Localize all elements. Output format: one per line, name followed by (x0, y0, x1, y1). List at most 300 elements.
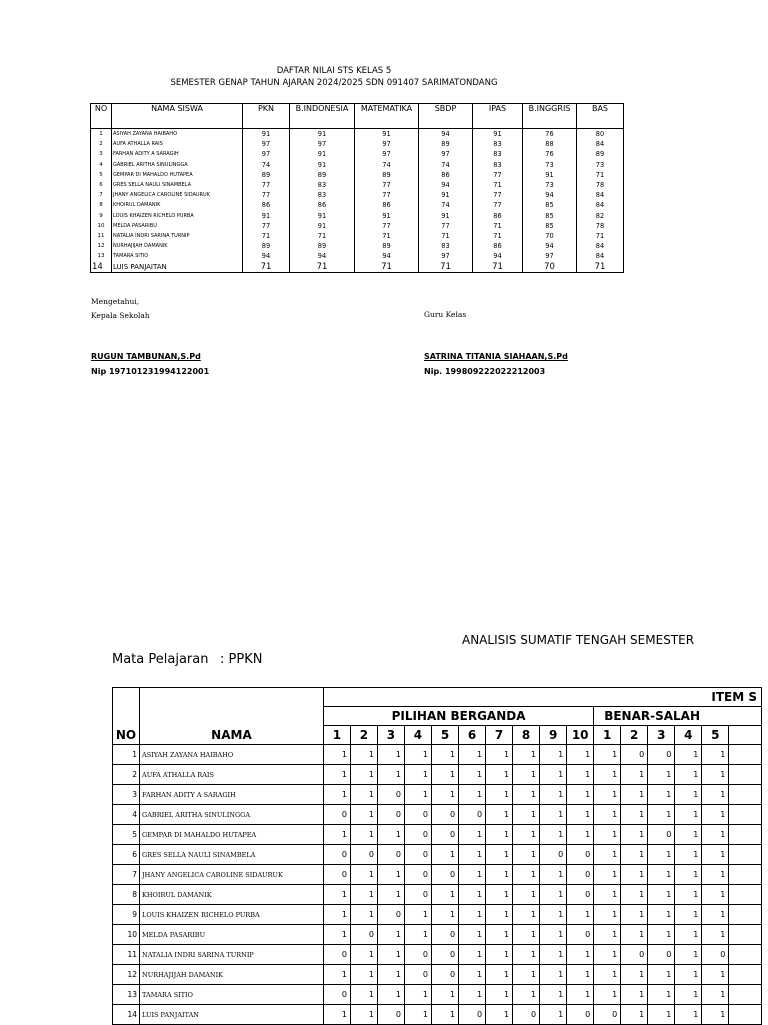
score-cell: 84 (577, 200, 624, 210)
score-cell: 86 (473, 241, 523, 251)
answer-score-cell: 0 (323, 945, 350, 965)
score-row (91, 211, 624, 221)
score-col-header: B.INDONESIA (290, 104, 355, 129)
answer-score-cell: 0 (323, 985, 350, 1005)
answer-score-cell: 1 (594, 865, 621, 885)
answer-score-cell: 0 (567, 885, 594, 905)
answer-score-cell: 1 (377, 825, 404, 845)
analysis-row (113, 1005, 762, 1025)
score-cell: 91 (290, 149, 355, 159)
answer-score-cell: 1 (702, 765, 729, 785)
answer-score-cell: 1 (594, 905, 621, 925)
analysis-row-number: 6 (113, 845, 140, 865)
analysis-row (113, 805, 762, 825)
analysis-row-number: 14 (113, 1005, 140, 1025)
answer-score-cell: 0 (323, 865, 350, 885)
answer-score-cell: 1 (377, 965, 404, 985)
analysis-row (113, 945, 762, 965)
answer-score-cell: 1 (459, 745, 486, 765)
answer-score-cell: 1 (432, 905, 459, 925)
row-number: 11 (91, 231, 112, 241)
answer-score-cell: 0 (377, 785, 404, 805)
analysis-row-number: 3 (113, 785, 140, 805)
benar-salah-header: BENAR-SALAH (594, 707, 762, 726)
answer-score-cell: 1 (459, 905, 486, 925)
answer-score-cell: 0 (432, 965, 459, 985)
score-cell: 83 (290, 190, 355, 200)
answer-score-cell: 0 (432, 825, 459, 845)
pg-item-number: 3 (377, 726, 404, 745)
answer-score-cell: 0 (323, 845, 350, 865)
score-cell: 74 (419, 160, 473, 170)
score-row (91, 129, 624, 140)
score-cell: 94 (523, 190, 577, 200)
answer-score-cell: 1 (702, 1005, 729, 1025)
guru-kelas-label: Guru Kelas (424, 310, 467, 319)
answer-score-cell: 1 (648, 765, 675, 785)
bs-item-number: 1 (594, 726, 621, 745)
answer-score-cell: 0 (459, 805, 486, 825)
pilihan-berganda-header: PILIHAN BERGANDA (323, 707, 593, 726)
answer-score-cell: 1 (594, 785, 621, 805)
answer-score-cell: 1 (621, 865, 648, 885)
score-cell: 84 (577, 241, 624, 251)
analysis-student-name: NATALIA INDRI SARINA TURNIP (140, 945, 324, 965)
answer-score-cell: 1 (675, 765, 702, 785)
answer-score-cell: 1 (675, 945, 702, 965)
answer-score-cell: 1 (621, 825, 648, 845)
answer-score-cell: 1 (323, 825, 350, 845)
answer-score-cell: 1 (567, 965, 594, 985)
analysis-row-number: 12 (113, 965, 140, 985)
score-cell: 89 (419, 139, 473, 149)
analysis-student-name: MELDA PASARIBU (140, 925, 324, 945)
answer-score-cell: 0 (432, 805, 459, 825)
score-cell: 71 (243, 261, 290, 273)
answer-score-cell: 1 (594, 945, 621, 965)
answer-score-cell: 1 (540, 785, 567, 805)
answer-score-cell: 1 (350, 905, 377, 925)
analysis-row-number: 1 (113, 745, 140, 765)
student-name: MELDA PASARIBU (112, 221, 243, 231)
score-cell: 71 (243, 231, 290, 241)
analysis-student-name: TAMARA SITIO (140, 985, 324, 1005)
score-col-header: NAMA SISWA (112, 104, 243, 129)
score-cell: 71 (473, 180, 523, 190)
answer-score-cell: 1 (486, 745, 513, 765)
answer-score-cell: 1 (540, 825, 567, 845)
score-cell: 71 (355, 231, 419, 241)
row-number: 9 (91, 211, 112, 221)
answer-score-cell: 1 (350, 885, 377, 905)
answer-score-cell: 1 (540, 925, 567, 945)
score-cell: 97 (355, 139, 419, 149)
answer-score-cell: 1 (594, 825, 621, 845)
analysis-row (113, 785, 762, 805)
answer-score-cell: 1 (377, 885, 404, 905)
answer-score-cell: 0 (621, 945, 648, 965)
answer-score-cell: 1 (377, 985, 404, 1005)
cut-off-cell (729, 785, 762, 805)
score-cell: 71 (355, 261, 419, 273)
answer-score-cell: 1 (350, 785, 377, 805)
answer-score-cell: 1 (350, 945, 377, 965)
answer-score-cell: 1 (567, 785, 594, 805)
guru-kelas-nip: Nip. 199809222022212003 (424, 367, 546, 376)
analysis-row-number: 4 (113, 805, 140, 825)
answer-score-cell: 0 (702, 945, 729, 965)
answer-score-cell: 1 (459, 785, 486, 805)
score-cell: 83 (473, 149, 523, 159)
score-cell: 83 (473, 160, 523, 170)
row-number: 4 (91, 160, 112, 170)
pg-item-number: 8 (513, 726, 540, 745)
analysis-table (112, 687, 762, 1025)
answer-score-cell: 1 (567, 745, 594, 765)
score-cell: 91 (355, 211, 419, 221)
score-cell: 86 (290, 200, 355, 210)
score-row (91, 160, 624, 170)
answer-score-cell: 1 (323, 745, 350, 765)
score-cell: 89 (577, 149, 624, 159)
answer-score-cell: 1 (648, 865, 675, 885)
answer-score-cell: 1 (648, 985, 675, 1005)
answer-score-cell: 1 (675, 785, 702, 805)
answer-score-cell: 1 (621, 1005, 648, 1025)
answer-score-cell: 1 (486, 985, 513, 1005)
answer-score-cell: 1 (459, 765, 486, 785)
answer-score-cell: 1 (459, 885, 486, 905)
score-col-header: MATEMATIKA (355, 104, 419, 129)
student-name: GABRIEL ARITHA SINULINGGA (112, 160, 243, 170)
score-cell: 83 (290, 180, 355, 190)
score-col-header: SBDP (419, 104, 473, 129)
answer-score-cell: 1 (432, 745, 459, 765)
answer-score-cell: 1 (486, 925, 513, 945)
kepala-sekolah-label: Kepala Sekolah (91, 311, 150, 320)
answer-score-cell: 1 (404, 985, 431, 1005)
bs-item-number: 4 (675, 726, 702, 745)
analysis-row (113, 885, 762, 905)
answer-score-cell: 1 (513, 785, 540, 805)
score-cell: 97 (355, 149, 419, 159)
score-cell: 85 (523, 221, 577, 231)
score-cell: 77 (355, 190, 419, 200)
answer-score-cell: 1 (594, 925, 621, 945)
row-number: 7 (91, 190, 112, 200)
analysis-row (113, 925, 762, 945)
answer-score-cell: 1 (594, 845, 621, 865)
cut-off-column (729, 726, 762, 745)
student-name: AUFA ATHALLA RAIS (112, 139, 243, 149)
pg-item-number: 4 (404, 726, 431, 745)
score-cell: 89 (290, 241, 355, 251)
analysis-row (113, 825, 762, 845)
score-cell: 97 (419, 149, 473, 159)
score-cell: 91 (355, 129, 419, 140)
score-cell: 94 (290, 251, 355, 261)
answer-score-cell: 1 (540, 805, 567, 825)
subject-value: : PPKN (220, 652, 263, 667)
score-cell: 94 (243, 251, 290, 261)
score-cell: 89 (290, 170, 355, 180)
item-number-row (113, 726, 762, 745)
score-cell: 97 (523, 251, 577, 261)
score-cell: 89 (355, 170, 419, 180)
analysis-student-name: GEMPAR DI MAHALDO HUTAPEA (140, 825, 324, 845)
answer-score-cell: 0 (404, 865, 431, 885)
answer-score-cell: 1 (513, 825, 540, 845)
score-row (91, 231, 624, 241)
analysis-student-name: FARHAN ADITY A SARAGIH (140, 785, 324, 805)
answer-score-cell: 1 (621, 965, 648, 985)
answer-score-cell: 0 (648, 945, 675, 965)
answer-score-cell: 1 (567, 945, 594, 965)
answer-score-cell: 1 (621, 905, 648, 925)
answer-score-cell: 1 (621, 805, 648, 825)
score-cell: 86 (355, 200, 419, 210)
row-number: 2 (91, 139, 112, 149)
answer-score-cell: 1 (432, 765, 459, 785)
answer-score-cell: 1 (459, 985, 486, 1005)
pg-item-number: 7 (486, 726, 513, 745)
answer-score-cell: 1 (540, 965, 567, 985)
answer-score-cell: 1 (540, 885, 567, 905)
answer-score-cell: 1 (702, 905, 729, 925)
answer-score-cell: 1 (621, 985, 648, 1005)
score-cell: 94 (419, 180, 473, 190)
analysis-row (113, 865, 762, 885)
score-cell: 74 (419, 200, 473, 210)
student-name: NATALIA INDRI SARINA TURNIP (112, 231, 243, 241)
answer-score-cell: 1 (540, 905, 567, 925)
row-number: 13 (91, 251, 112, 261)
score-cell: 84 (577, 251, 624, 261)
score-cell: 77 (355, 180, 419, 190)
answer-score-cell: 1 (323, 905, 350, 925)
answer-score-cell: 1 (702, 805, 729, 825)
pg-item-number: 5 (432, 726, 459, 745)
answer-score-cell: 1 (648, 785, 675, 805)
score-cell: 91 (473, 129, 523, 140)
answer-score-cell: 1 (513, 845, 540, 865)
answer-score-cell: 0 (567, 845, 594, 865)
score-cell: 71 (290, 261, 355, 273)
answer-score-cell: 1 (594, 985, 621, 1005)
score-cell: 91 (290, 211, 355, 221)
score-cell: 88 (523, 139, 577, 149)
score-cell: 84 (577, 139, 624, 149)
score-row (91, 221, 624, 231)
answer-score-cell: 1 (621, 885, 648, 905)
score-cell: 73 (523, 160, 577, 170)
score-cell: 71 (473, 231, 523, 241)
score-table-header (91, 104, 624, 129)
score-table (90, 103, 624, 273)
student-name: FARHAN ADITY A SARAGIH (112, 149, 243, 159)
answer-score-cell: 0 (350, 925, 377, 945)
score-cell: 77 (355, 221, 419, 231)
score-row (91, 241, 624, 251)
answer-score-cell: 0 (567, 925, 594, 945)
analysis-row (113, 985, 762, 1005)
score-cell: 89 (243, 170, 290, 180)
score-cell: 77 (473, 200, 523, 210)
answer-score-cell: 1 (567, 805, 594, 825)
row-number: 14 (91, 261, 112, 273)
row-number: 5 (91, 170, 112, 180)
answer-score-cell: 1 (540, 745, 567, 765)
nama-header-blank (140, 688, 324, 726)
analysis-student-name: ASIYAH ZAYANA HAIBAHO (140, 745, 324, 765)
analysis-student-name: GRES SELLA NAULI SINAMBELA (140, 845, 324, 865)
answer-score-cell: 0 (404, 945, 431, 965)
answer-score-cell: 1 (540, 985, 567, 1005)
score-col-header: IPAS (473, 104, 523, 129)
score-row (91, 190, 624, 200)
answer-score-cell: 0 (404, 965, 431, 985)
pg-item-number: 2 (350, 726, 377, 745)
answer-score-cell: 0 (404, 805, 431, 825)
score-cell: 77 (473, 190, 523, 200)
answer-score-cell: 1 (459, 845, 486, 865)
answer-score-cell: 1 (432, 1005, 459, 1025)
score-cell: 71 (473, 261, 523, 273)
answer-score-cell: 1 (486, 845, 513, 865)
score-cell: 71 (577, 261, 624, 273)
answer-score-cell: 1 (459, 865, 486, 885)
student-name: LOUIS KHAIZEN RICHELO PURBA (112, 211, 243, 221)
answer-score-cell: 1 (486, 825, 513, 845)
answer-score-cell: 1 (702, 925, 729, 945)
answer-score-cell: 1 (702, 885, 729, 905)
no-header-blank (113, 688, 140, 726)
score-cell: 94 (355, 251, 419, 261)
answer-score-cell: 1 (567, 985, 594, 1005)
answer-score-cell: 1 (486, 805, 513, 825)
score-cell: 85 (523, 200, 577, 210)
answer-score-cell: 1 (486, 945, 513, 965)
cut-off-cell (729, 945, 762, 965)
bs-item-number: 2 (621, 726, 648, 745)
answer-score-cell: 1 (323, 965, 350, 985)
score-cell: 71 (290, 231, 355, 241)
answer-score-cell: 0 (377, 1005, 404, 1025)
score-cell: 97 (419, 251, 473, 261)
answer-score-cell: 1 (675, 985, 702, 1005)
cut-off-cell (729, 865, 762, 885)
score-cell: 91 (290, 160, 355, 170)
score-cell: 76 (523, 149, 577, 159)
score-cell: 77 (243, 190, 290, 200)
answer-score-cell: 1 (350, 965, 377, 985)
answer-score-cell: 0 (323, 805, 350, 825)
item-soal-header: ITEM S (323, 688, 761, 707)
bs-item-number: 5 (702, 726, 729, 745)
score-cell: 83 (473, 139, 523, 149)
answer-score-cell: 1 (350, 1005, 377, 1025)
score-col-header: NO (91, 104, 112, 129)
no-header: NO (113, 726, 140, 745)
guru-kelas-name: SATRINA TITANIA SIAHAAN,S.Pd (424, 352, 568, 361)
cut-off-cell (729, 905, 762, 925)
answer-score-cell: 1 (323, 785, 350, 805)
answer-score-cell: 1 (350, 765, 377, 785)
answer-score-cell: 1 (594, 805, 621, 825)
answer-score-cell: 1 (513, 985, 540, 1005)
cut-off-cell (729, 985, 762, 1005)
answer-score-cell: 0 (377, 905, 404, 925)
answer-score-cell: 1 (486, 965, 513, 985)
mengetahui-label: Mengetahui, (91, 297, 140, 306)
analysis-student-name: JHANY ANGELICA CAROLINE SIDAURUK (140, 865, 324, 885)
score-cell: 91 (243, 129, 290, 140)
kepala-sekolah-name: RUGUN TAMBUNAN,S.Pd (91, 352, 201, 361)
answer-score-cell: 1 (648, 805, 675, 825)
student-name: NURHAJIJAH DAMANIK (112, 241, 243, 251)
answer-score-cell: 1 (323, 925, 350, 945)
answer-score-cell: 1 (540, 765, 567, 785)
answer-score-cell: 1 (350, 745, 377, 765)
answer-score-cell: 0 (459, 1005, 486, 1025)
answer-score-cell: 1 (432, 985, 459, 1005)
cut-off-cell (729, 765, 762, 785)
analysis-row-number: 7 (113, 865, 140, 885)
analysis-row-number: 13 (113, 985, 140, 1005)
answer-score-cell: 0 (648, 745, 675, 765)
answer-score-cell: 1 (567, 825, 594, 845)
student-name: JHANY ANGELICA CAROLINE SIDAURUK (112, 190, 243, 200)
answer-score-cell: 1 (594, 765, 621, 785)
answer-score-cell: 0 (377, 805, 404, 825)
answer-score-cell: 1 (350, 865, 377, 885)
pg-item-number: 9 (540, 726, 567, 745)
answer-score-cell: 1 (675, 965, 702, 985)
answer-score-cell: 1 (459, 925, 486, 945)
answer-score-cell: 1 (350, 825, 377, 845)
answer-score-cell: 0 (567, 1005, 594, 1025)
answer-score-cell: 1 (567, 765, 594, 785)
answer-score-cell: 1 (404, 905, 431, 925)
answer-score-cell: 1 (513, 945, 540, 965)
answer-score-cell: 1 (540, 945, 567, 965)
score-row (91, 139, 624, 149)
cut-off-cell (729, 885, 762, 905)
score-cell: 71 (577, 231, 624, 241)
answer-score-cell: 1 (486, 865, 513, 885)
answer-score-cell: 1 (702, 785, 729, 805)
answer-score-cell: 1 (702, 985, 729, 1005)
analysis-student-name: GABRIEL ARITHA SINULINGGA (140, 805, 324, 825)
analysis-student-name: LOUIS KHAIZEN RICHELO PURBA (140, 905, 324, 925)
analysis-row (113, 905, 762, 925)
row-number: 10 (91, 221, 112, 231)
answer-score-cell: 1 (594, 965, 621, 985)
row-number: 6 (91, 180, 112, 190)
score-cell: 91 (523, 170, 577, 180)
pg-item-number: 1 (323, 726, 350, 745)
answer-score-cell: 1 (432, 885, 459, 905)
student-name: LUIS PANJAITAN (112, 261, 243, 273)
analysis-row (113, 965, 762, 985)
score-row (91, 180, 624, 190)
answer-score-cell: 0 (377, 845, 404, 865)
answer-score-cell: 0 (404, 825, 431, 845)
pg-item-number: 6 (459, 726, 486, 745)
answer-score-cell: 1 (702, 845, 729, 865)
answer-score-cell: 1 (594, 745, 621, 765)
answer-score-cell: 1 (675, 825, 702, 845)
